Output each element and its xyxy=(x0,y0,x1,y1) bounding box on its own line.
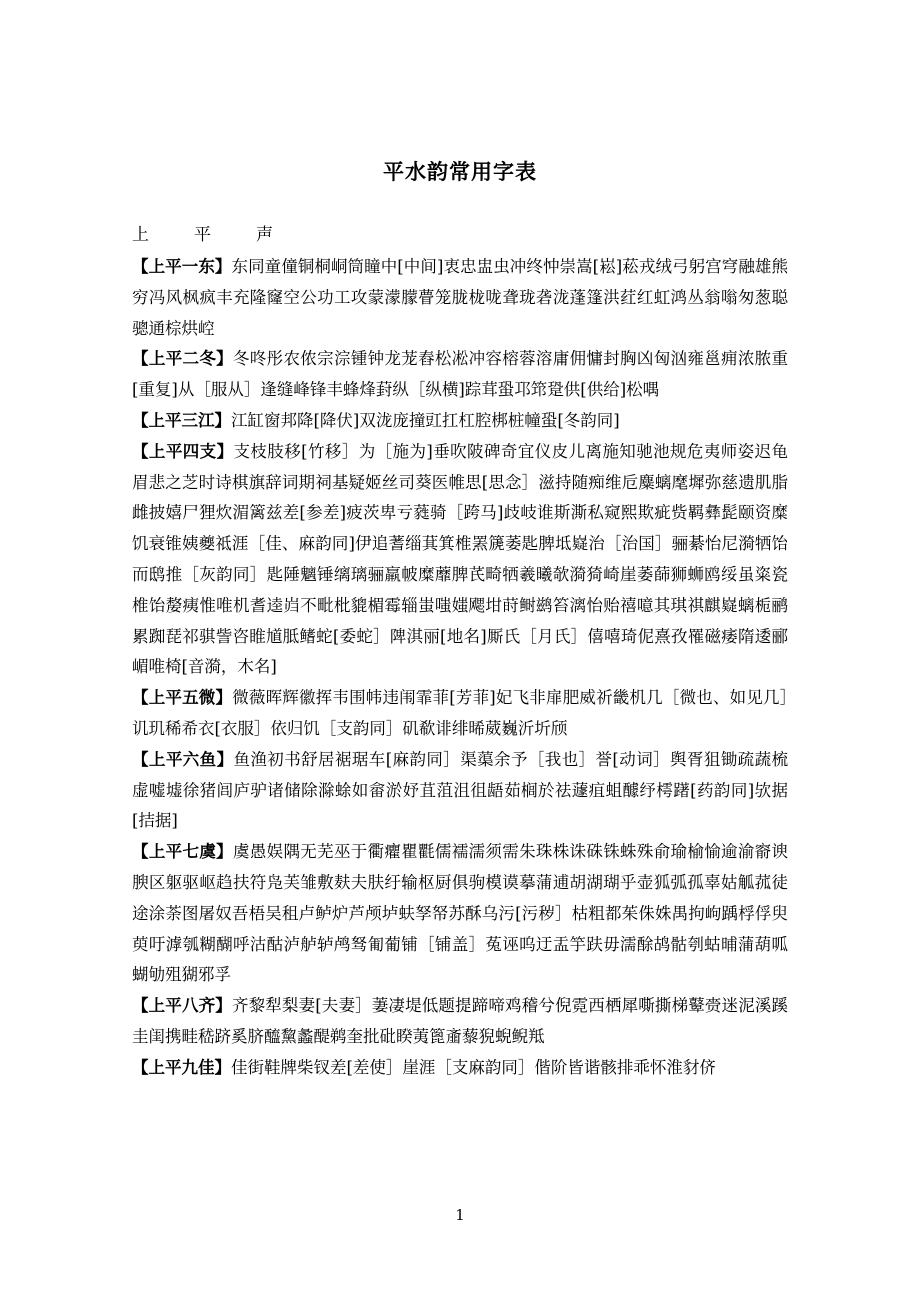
rhyme-characters: 冬咚彤农侬宗淙锺钟龙茏舂松凇冲容榕蓉溶庸佣慵封胸凶匈汹雍邕痈浓脓重[重复]从［服从］逢缝峰锋丰蜂烽葑纵［纵横]踪茸蛩邛筇跫供[供给]松喁 xyxy=(132,349,789,400)
rhyme-heading: 【上平九佳】 xyxy=(132,1057,231,1077)
page-number: 1 xyxy=(455,1206,465,1224)
rhyme-characters: 微薇晖辉徽挥韦围帏违闱霏菲[芳菲]妃飞非扉肥威祈畿机几［微也、如见几］讥玑稀希衣[衣服］依归饥［支韵同］矶欷诽绯晞葳巍沂圻颀 xyxy=(132,688,789,738)
rhyme-heading: 【上平五微】 xyxy=(132,688,233,708)
rhyme-heading: 【上平六鱼】 xyxy=(132,749,234,769)
rhyme-entry xyxy=(132,344,788,406)
rhyme-entry xyxy=(132,683,788,745)
rhyme-heading: 【上平七虞】 xyxy=(132,842,233,862)
rhyme-characters: 鱼渔初书舒居裾琚车[麻韵同］渠蕖余予［我也］誉[动词］舆胥狙锄疏蔬梳虚嘘墟徐猪闾庐驴诸储除滁蜍如畲淤妤苴菹沮徂龉茹榈於祛蘧疽蛆醵纾樗躇[药韵同]欤据[拮据] xyxy=(132,749,789,831)
rhyme-heading: 【上平八齐】 xyxy=(132,996,232,1016)
rhyme-characters: 江缸窗邦降[降伏]双泷庞撞豇扛杠腔梆桩幢蛩[冬韵同] xyxy=(231,410,620,430)
rhyme-entry xyxy=(132,745,788,837)
rhyme-heading: 【上平二冬】 xyxy=(132,349,233,369)
rhyme-entry xyxy=(132,837,788,991)
rhyme-table-body xyxy=(132,252,788,1084)
rhyme-entry xyxy=(132,991,788,1053)
rhyme-characters: 佳街鞋牌柴钗差[差使］崖涯［支麻韵同］偕阶皆谐骸排乖怀淮豺侪 xyxy=(231,1057,716,1077)
rhyme-entry xyxy=(132,1053,788,1084)
rhyme-characters: 虞愚娱隅无芜巫于衢癯瞿氍儒襦濡须需朱珠株诛硃铢蛛殊俞瑜榆愉逾渝窬谀腴区躯驱岖趋扶符凫芙雏敷麸夫肤纡输枢厨俱驹模谟摹蒲逋胡湖瑚乎壶狐弧孤辜姑觚菰徒途涂荼图屠奴吾梧吴租卢鲈炉芦颅垆蚨孥帑苏酥乌污[污秽］枯粗都茱侏姝禺拘岣踽桴俘臾萸吁滹瓠糊醐呼沽酤泸舻轳鸬驽匍葡铺［铺盖］菟诬呜迂盂竽趺毋濡酴鸪骷刳蛄晡蒲葫呱蝴劬殂猢邪孚 xyxy=(132,842,789,985)
rhyme-heading: 【上平三江】 xyxy=(132,410,231,430)
rhyme-characters: 齐黎犁梨妻[夫妻］萋凄堤低题提蹄啼鸡稽兮倪霓西栖犀嘶撕梯鼙赍迷泥溪蹊圭闺携畦嵇跻奚脐醯黧蠡醍鹈奎批砒睽荑篦齑藜猊蜺鲵羝 xyxy=(132,996,789,1046)
rhyme-entry xyxy=(132,406,788,437)
rhyme-characters: 支枝肢移[竹移］为［施为]垂吹陂碑奇宜仪皮儿离施知驰池规危夷师姿迟龟眉悲之芝时诗棋旗辞词期祠基疑姬丝司葵医帷思[思念］滋持随痴维卮麋螭麾墀弥慈遗肌脂雌披嬉尸狸炊湄篱兹差[参差]疲茨卑亏蕤骑［跨马]歧岐谁斯澌私窥熙欺疵赀羁彝髭颐资糜饥衰锥姨夔祗涯［佳、麻韵同]伊追蓍缁萁箕椎罴篪萎匙脾坻嶷治［治国］骊綦怡尼漪牺饴而鸱推［灰韵同］匙陲魑锤缡璃骊羸帔糜蘼脾芪畸牺羲曦欹漪猗崎崖萎蒒狮蛳鸥绥虽粢瓷椎饴嫠痍惟唯机耆逵岿不毗枇貔楣霉辎蚩嗤媸飔坩莳鲥鹚笞漓怡贻禧噫其琪祺麒嶷螭栀鹂累踟琵祁骐訾咨睢馗胝鳍蛇[委蛇］陴淇丽[地名]厮氏［月氏］僖嘻琦伲熹孜罹磁痿隋逶郦嵋唯椅[音漪，木名] xyxy=(132,441,789,677)
rhyme-entry xyxy=(132,252,788,344)
rhyme-heading: 【上平一东】 xyxy=(132,257,232,276)
page-title: 平水韵常用字表 xyxy=(383,160,537,184)
rhyme-heading: 【上平四支】 xyxy=(132,441,234,461)
rhyme-characters: 东同童僮铜桐峒筒瞳中[中间]衷忠盅虫冲终忡崇嵩[崧]菘戎绒弓躬宫穹融雄熊穷冯风枫疯丰充隆窿空公功工攻蒙濛朦瞢笼胧栊咙聋珑砻泷蓬篷洪荭红虹鸿丛翁嗡匆葱聪骢通棕烘崆 xyxy=(132,257,789,338)
rhyme-entry xyxy=(132,437,788,683)
section-heading: 上 平 声 xyxy=(132,225,287,245)
